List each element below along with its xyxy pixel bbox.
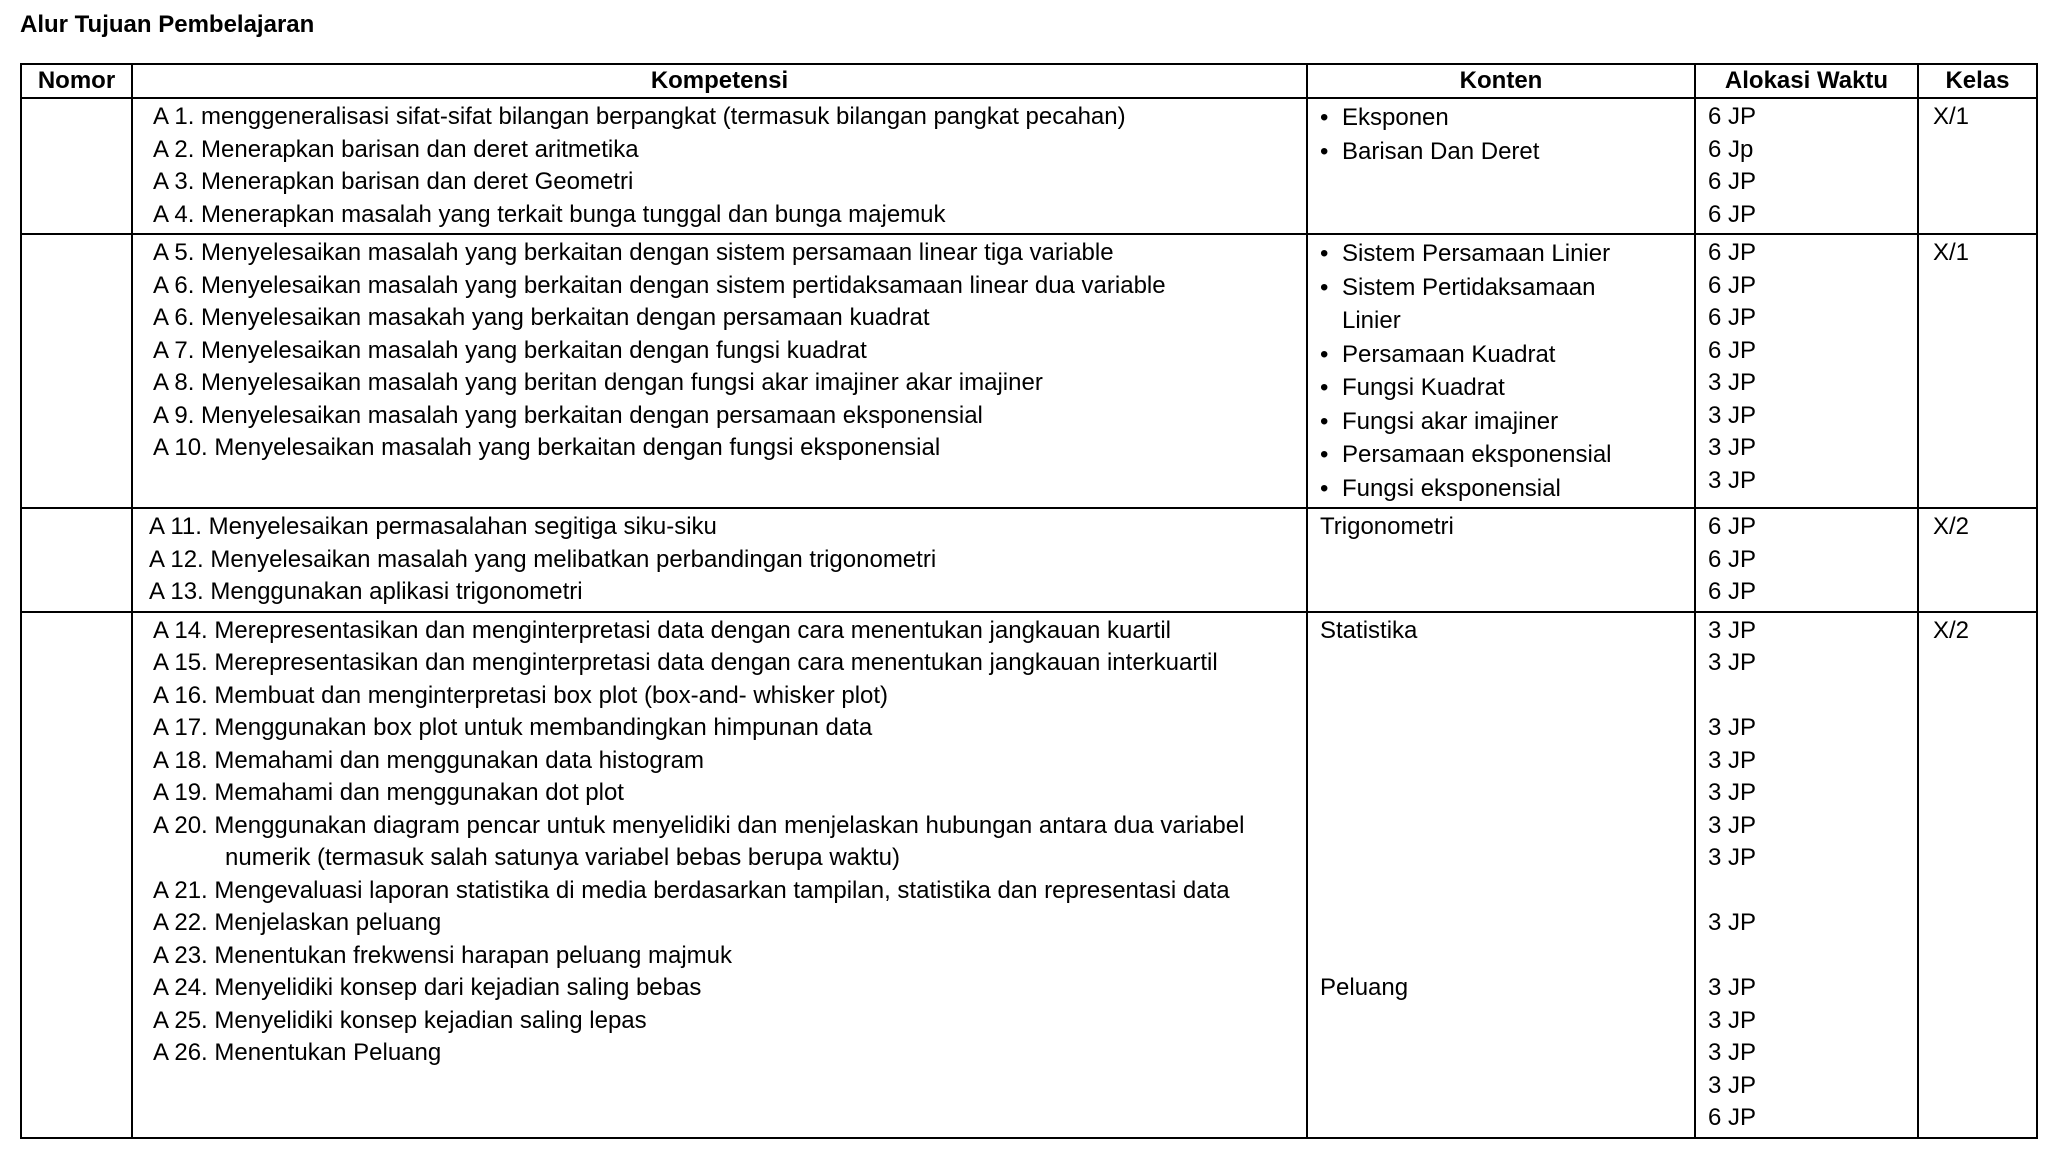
kelas-value: X/2 [1933, 616, 1970, 644]
konten-item: • Barisan Dan Deret [1320, 135, 1686, 169]
alokasi-value: 3 JP [1708, 1039, 1757, 1066]
konten-cell [1307, 508, 1695, 612]
kompetensi-item: A 8. Menyelesaikan masalah yang beritan dengan fungsi akar imajiner akar imajiner [153, 369, 1043, 396]
kompetensi-item: A 14. Merepresentasikan dan menginterpretasi data dengan cara menentukan jangkauan kuartil [153, 616, 1171, 644]
alokasi-value: 3 JP [1708, 714, 1757, 741]
alokasi-value: 3 JP [1708, 401, 1757, 429]
konten-item: Statistika [1320, 616, 1418, 644]
kelas-cell [1918, 508, 2037, 612]
alokasi-value: 3 JP [1708, 369, 1757, 396]
kompetensi-item: A 25. Menyelidiki konsep kejadian saling lepas [153, 1006, 647, 1034]
konten-list [1320, 237, 1686, 505]
alokasi-value: 3 JP [1708, 616, 1757, 644]
alokasi-value: 3 JP [1708, 649, 1757, 676]
alokasi-value: 3 JP [1708, 1006, 1757, 1034]
kompetensi-item: A 18. Memahami dan menggunakan data histogram [153, 746, 705, 774]
header-kompetensi: Kompetensi [132, 64, 1307, 98]
kompetensi-item: A 6. Menyelesaikan masalah yang berkaitan dengan sistem pertidaksamaan linear dua variable [153, 271, 1166, 299]
kompetensi-item: A 3. Menerapkan barisan dan deret Geometri [153, 168, 634, 195]
kompetensi-item: A 26. Menentukan Peluang [153, 1039, 442, 1066]
alokasi-value: 3 JP [1708, 844, 1757, 871]
konten-item: Peluang [1320, 974, 1409, 1001]
learning-objectives-table [20, 63, 2038, 1139]
kompetensi-item: A 13. Menggunakan aplikasi trigonometri [149, 578, 583, 605]
kelas-value: X/1 [1933, 103, 1970, 130]
alokasi-value: 6 JP [1708, 1104, 1757, 1131]
kompetensi-item: A 23. Menentukan frekwensi harapan peluang majmuk [153, 941, 733, 969]
kompetensi-item: A 16. Membuat dan menginterpretasi box plot (box-and- whisker plot) [153, 681, 889, 709]
alokasi-cell [1695, 508, 1918, 612]
page-title: Alur Tujuan Pembelajaran [20, 11, 315, 38]
alokasi-value: 3 JP [1708, 974, 1757, 1001]
alokasi-value: 3 JP [1708, 811, 1757, 839]
kompetensi-item: A 15. Merepresentasikan dan menginterpretasi data dengan cara menentukan jangkauan interkuartil [153, 649, 1218, 676]
alokasi-value: 3 JP [1708, 779, 1757, 806]
konten-item: • Sistem Persamaan Linier [1320, 237, 1686, 271]
konten-item: • Persamaan Kuadrat [1320, 338, 1686, 372]
alokasi-value: 6 JP [1708, 239, 1757, 266]
table-row [21, 508, 2037, 612]
kompetensi-item: A 5. Menyelesaikan masalah yang berkaitan dengan sistem persamaan linear tiga variable [153, 239, 1114, 266]
header-kelas: Kelas [1918, 64, 2037, 98]
alokasi-value: 6 Jp [1708, 135, 1754, 163]
kompetensi-item: A 20. Menggunakan diagram pencar untuk menyelidiki dan menjelaskan hubungan antara dua variabel numerik (termasuk salah satunya variabel bebas berupa waktu) [153, 811, 1245, 871]
nomor-cell [21, 612, 132, 1138]
kompetensi-item: A 11. Menyelesaikan permasalahan segitiga siku-siku [149, 513, 717, 540]
konten-item: • Fungsi akar imajiner [1320, 405, 1686, 439]
alokasi-value: 6 JP [1708, 168, 1757, 195]
nomor-cell [21, 98, 132, 234]
header-nomor: Nomor [21, 64, 132, 98]
table-row [21, 612, 2037, 1138]
alokasi-value: 6 JP [1708, 103, 1757, 130]
konten-item: Trigonometri [1320, 513, 1454, 540]
kompetensi-item: A 24. Menyelidiki konsep dari kejadian saling bebas [153, 974, 702, 1001]
alokasi-cell [1695, 234, 1918, 508]
table-header-row [21, 64, 2037, 98]
kompetensi-item: A 21. Mengevaluasi laporan statistika di media berdasarkan tampilan, statistika dan representasi data [153, 876, 1230, 904]
kompetensi-item: A 7. Menyelesaikan masalah yang berkaitan dengan fungsi kuadrat [153, 336, 867, 364]
alokasi-value: 6 JP [1708, 336, 1757, 364]
kompetensi-item: A 17. Menggunakan box plot untuk membandingkan himpunan data [153, 714, 873, 741]
alokasi-value: 3 JP [1708, 909, 1757, 936]
table-row [21, 98, 2037, 234]
kompetensi-item: A 9. Menyelesaikan masalah yang berkaitan dengan persamaan eksponensial [153, 401, 983, 429]
kompetensi-cell [132, 234, 1307, 508]
alokasi-value: 6 JP [1708, 578, 1757, 605]
kompetensi-item: A 19. Memahami dan menggunakan dot plot [153, 779, 624, 806]
header-alokasi-waktu: Alokasi Waktu [1695, 64, 1918, 98]
kelas-cell [1918, 612, 2037, 1138]
alokasi-value: 3 JP [1708, 1071, 1757, 1099]
alokasi-value: 6 JP [1708, 545, 1757, 573]
header-konten: Konten [1307, 64, 1695, 98]
alokasi-value: 6 JP [1708, 513, 1757, 540]
kelas-cell [1918, 98, 2037, 234]
kompetensi-item: A 1. menggeneralisasi sifat-sifat bilangan berpangkat (termasuk bilangan pangkat pecahan) [153, 103, 1126, 130]
kompetensi-item: A 6. Menyelesaikan masakah yang berkaitan dengan persamaan kuadrat [153, 304, 930, 331]
kompetensi-cell [132, 612, 1307, 1138]
alokasi-value: 6 JP [1708, 200, 1757, 228]
kompetensi-item: A 22. Menjelaskan peluang [153, 909, 442, 936]
kompetensi-cell [132, 508, 1307, 612]
konten-item: • Sistem Pertidaksamaan Linier [1320, 271, 1686, 338]
table-row [21, 234, 2037, 508]
alokasi-value: 3 JP [1708, 746, 1757, 774]
konten-item: • Fungsi eksponensial [1320, 472, 1686, 506]
alokasi-value: 6 JP [1708, 271, 1757, 299]
konten-item: • Fungsi Kuadrat [1320, 371, 1686, 405]
kelas-cell [1918, 234, 2037, 508]
konten-cell [1307, 612, 1695, 1138]
konten-cell [1307, 234, 1695, 508]
alokasi-value: 6 JP [1708, 304, 1757, 331]
kompetensi-item: A 12. Menyelesaikan masalah yang melibatkan perbandingan trigonometri [149, 545, 937, 573]
kompetensi-item: A 2. Menerapkan barisan dan deret aritmetika [153, 135, 639, 163]
konten-item: • Eksponen [1320, 101, 1686, 135]
kompetensi-item: A 10. Menyelesaikan masalah yang berkaitan dengan fungsi eksponensial [153, 434, 941, 461]
alokasi-cell [1695, 98, 1918, 234]
nomor-cell [21, 234, 132, 508]
kelas-value: X/2 [1933, 513, 1970, 540]
alokasi-value: 3 JP [1708, 434, 1757, 461]
konten-item: • Persamaan eksponensial [1320, 438, 1686, 472]
konten-cell [1307, 98, 1695, 234]
alokasi-value: 3 JP [1708, 466, 1757, 494]
konten-list [1320, 101, 1686, 168]
kompetensi-cell [132, 98, 1307, 234]
alokasi-cell [1695, 612, 1918, 1138]
kompetensi-item: A 4. Menerapkan masalah yang terkait bunga tunggal dan bunga majemuk [153, 200, 946, 228]
nomor-cell [21, 508, 132, 612]
kelas-value: X/1 [1933, 239, 1970, 266]
